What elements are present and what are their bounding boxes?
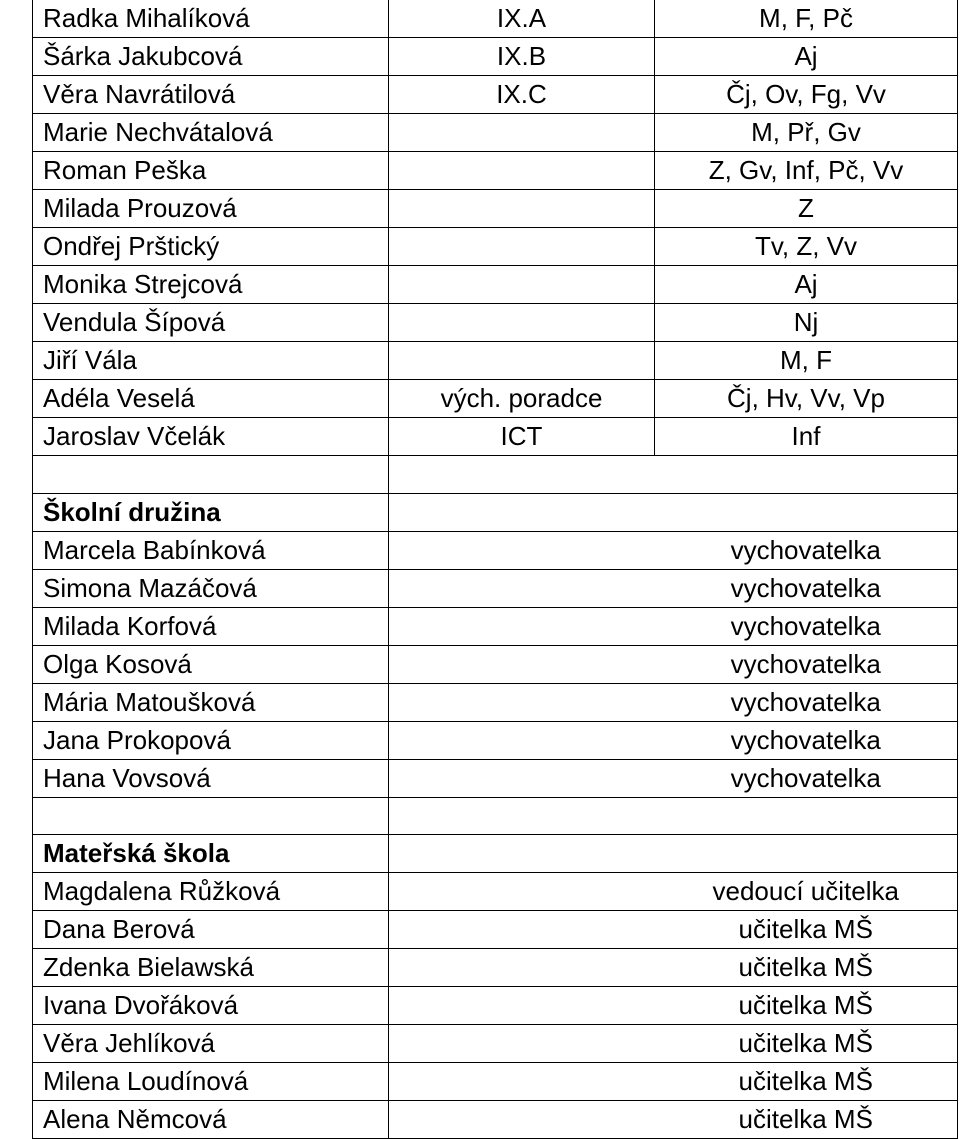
teacher-subjects: Aj — [655, 266, 958, 304]
staff-role: vychovatelka — [655, 683, 958, 721]
teacher-subjects: Inf — [655, 418, 958, 456]
empty-cell — [389, 949, 655, 987]
spacer-row — [33, 456, 958, 494]
staff-name: Jana Prokopová — [33, 721, 389, 759]
teacher-name: Roman Peška — [33, 152, 389, 190]
school-club-heading-row — [33, 493, 958, 531]
staff-name: Věra Jehlíková — [33, 1025, 389, 1063]
staff-row — [33, 531, 958, 569]
staff-name: Zdenka Bielawská — [33, 949, 389, 987]
teacher-row — [33, 190, 958, 228]
staff-name: Milena Loudínová — [33, 1063, 389, 1101]
staff-role: vychovatelka — [655, 531, 958, 569]
teacher-subjects: Z — [655, 190, 958, 228]
staff-name: Mária Matoušková — [33, 683, 389, 721]
empty-cell — [389, 835, 655, 873]
teacher-role: IX.B — [389, 38, 655, 76]
empty-cell — [389, 1101, 655, 1139]
teacher-subjects: M, F — [655, 342, 958, 380]
teacher-row — [33, 38, 958, 76]
teacher-row — [33, 114, 958, 152]
staff-row — [33, 759, 958, 797]
teacher-name: Radka Mihalíková — [33, 0, 389, 38]
staff-row — [33, 987, 958, 1025]
teacher-row — [33, 380, 958, 418]
staff-role: vychovatelka — [655, 569, 958, 607]
teacher-name: Monika Strejcová — [33, 266, 389, 304]
teacher-row — [33, 342, 958, 380]
spacer-row — [33, 797, 958, 835]
empty-cell — [389, 797, 655, 835]
empty-cell — [389, 493, 655, 531]
empty-cell — [389, 1025, 655, 1063]
empty-cell — [33, 797, 389, 835]
teacher-subjects: Nj — [655, 304, 958, 342]
teacher-role — [389, 228, 655, 266]
section-heading: Mateřská škola — [33, 835, 389, 873]
staff-role: učitelka MŠ — [655, 1101, 958, 1139]
staff-row — [33, 1025, 958, 1063]
teacher-role: ICT — [389, 418, 655, 456]
staff-role: učitelka MŠ — [655, 1025, 958, 1063]
empty-cell — [389, 607, 655, 645]
staff-row — [33, 645, 958, 683]
teacher-name: Šárka Jakubcová — [33, 38, 389, 76]
teacher-role — [389, 190, 655, 228]
teacher-name: Jiří Vála — [33, 342, 389, 380]
teacher-name: Vendula Šípová — [33, 304, 389, 342]
staff-role: učitelka MŠ — [655, 987, 958, 1025]
staff-name: Simona Mazáčová — [33, 569, 389, 607]
staff-name: Dana Berová — [33, 911, 389, 949]
empty-cell — [33, 456, 389, 494]
teacher-row — [33, 76, 958, 114]
staff-role: vedoucí učitelka — [655, 873, 958, 911]
teacher-role — [389, 114, 655, 152]
staff-row — [33, 873, 958, 911]
teacher-row — [33, 152, 958, 190]
empty-cell — [389, 456, 655, 494]
staff-name: Alena Němcová — [33, 1101, 389, 1139]
teacher-subjects: Z, Gv, Inf, Pč, Vv — [655, 152, 958, 190]
empty-cell — [389, 911, 655, 949]
teacher-subjects: M, Př, Gv — [655, 114, 958, 152]
empty-cell — [655, 835, 958, 873]
teacher-row — [33, 266, 958, 304]
teacher-subjects: M, F, Pč — [655, 0, 958, 38]
empty-cell — [389, 873, 655, 911]
staff-row — [33, 911, 958, 949]
staff-name: Hana Vovsová — [33, 759, 389, 797]
staff-role: vychovatelka — [655, 759, 958, 797]
staff-role: učitelka MŠ — [655, 911, 958, 949]
staff-row — [33, 1063, 958, 1101]
teacher-role — [389, 266, 655, 304]
staff-role: učitelka MŠ — [655, 1063, 958, 1101]
teacher-subjects: Tv, Z, Vv — [655, 228, 958, 266]
teacher-role: IX.A — [389, 0, 655, 38]
teacher-subjects: Čj, Ov, Fg, Vv — [655, 76, 958, 114]
empty-cell — [655, 797, 958, 835]
teacher-row — [33, 304, 958, 342]
teacher-name: Věra Navrátilová — [33, 76, 389, 114]
empty-cell — [389, 721, 655, 759]
staff-name: Marcela Babínková — [33, 531, 389, 569]
teacher-row — [33, 418, 958, 456]
staff-role: vychovatelka — [655, 607, 958, 645]
staff-row — [33, 721, 958, 759]
teacher-name: Milada Prouzová — [33, 190, 389, 228]
teacher-name: Jaroslav Včelák — [33, 418, 389, 456]
section-heading: Školní družina — [33, 493, 389, 531]
staff-name: Ivana Dvořáková — [33, 987, 389, 1025]
kindergarten-heading-row — [33, 835, 958, 873]
teacher-row — [33, 0, 958, 38]
teacher-row — [33, 228, 958, 266]
staff-name: Milada Korfová — [33, 607, 389, 645]
staff-row — [33, 1101, 958, 1139]
staff-row — [33, 607, 958, 645]
teacher-name: Ondřej Prštický — [33, 228, 389, 266]
teacher-role: IX.C — [389, 76, 655, 114]
empty-cell — [389, 1063, 655, 1101]
staff-role: vychovatelka — [655, 645, 958, 683]
empty-cell — [655, 493, 958, 531]
staff-row — [33, 569, 958, 607]
staff-row — [33, 949, 958, 987]
staff-name: Magdalena Růžková — [33, 873, 389, 911]
empty-cell — [389, 759, 655, 797]
staff-row — [33, 683, 958, 721]
staff-table-body — [33, 0, 958, 1139]
staff-name: Olga Kosová — [33, 645, 389, 683]
teacher-role: vých. poradce — [389, 380, 655, 418]
teacher-subjects: Aj — [655, 38, 958, 76]
staff-role: vychovatelka — [655, 721, 958, 759]
empty-cell — [389, 531, 655, 569]
empty-cell — [389, 987, 655, 1025]
teacher-role — [389, 152, 655, 190]
teacher-role — [389, 342, 655, 380]
staff-table — [32, 0, 958, 1139]
teacher-name: Adéla Veselá — [33, 380, 389, 418]
teacher-subjects: Čj, Hv, Vv, Vp — [655, 380, 958, 418]
teacher-name: Marie Nechvátalová — [33, 114, 389, 152]
empty-cell — [389, 683, 655, 721]
teacher-role — [389, 304, 655, 342]
staff-role: učitelka MŠ — [655, 949, 958, 987]
empty-cell — [389, 569, 655, 607]
empty-cell — [655, 456, 958, 494]
empty-cell — [389, 645, 655, 683]
